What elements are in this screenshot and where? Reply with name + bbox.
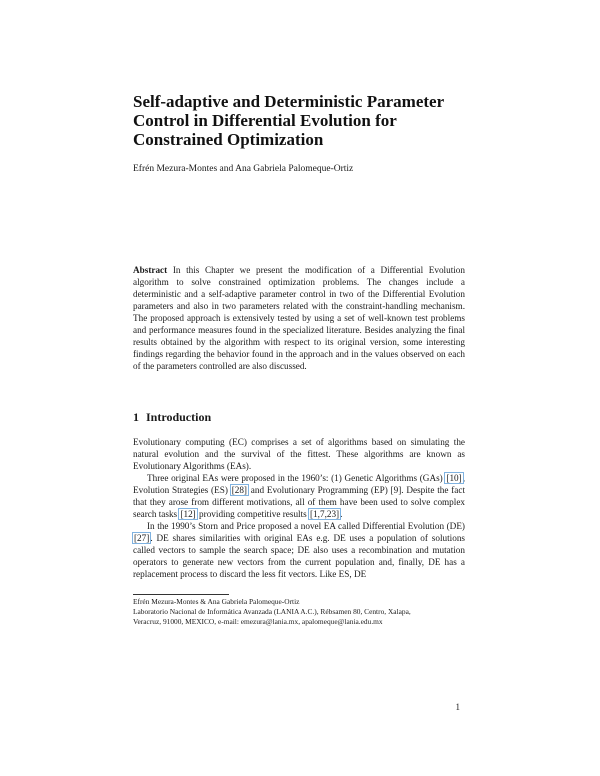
footnote-divider: [133, 594, 229, 595]
section-number: 1: [133, 410, 139, 424]
citation-link-1-7-23[interactable]: [1,7,23]: [310, 509, 340, 519]
citation-link-28[interactable]: [28]: [231, 485, 247, 495]
section-title: Introduction: [146, 410, 212, 424]
paragraph-2-text-2: , Evolution Strategies (ES): [133, 473, 465, 495]
section-heading: [133, 410, 211, 424]
abstract: [133, 264, 465, 372]
paragraph-3: [133, 520, 465, 580]
paragraph-2-text-3: and Evolutionary Programming (EP) [9]. Despite the fact that they arose from different motivations, all of them have been used to solve complex search tasks: [133, 485, 465, 519]
citation-link-27[interactable]: [27]: [134, 533, 150, 543]
paragraph-2-text-4: providing competitive results: [196, 509, 310, 519]
paragraph-1: Evolutionary computing (EC) comprises a set of algorithms based on simulating the natural evolution and the survival of the fittest. These algorithms are known as Evolutionary Algorithms (EAs).: [133, 437, 465, 471]
footnote-affiliation: Laboratorio Nacional de Informática Avanzada (LANIA A.C.), Rébsamen 80, Centro, Xalapa,: [133, 607, 411, 616]
paragraph-2-text-5: .: [340, 509, 343, 519]
paragraph-2: [133, 472, 465, 520]
paragraph-3-text-1: In the 1990’s Storn and Price proposed a novel EA called Differential Evolution (DE): [147, 521, 465, 531]
citation-link-10[interactable]: [10]: [446, 473, 462, 483]
paragraph-2-text-1: Three original EAs were proposed in the 1960’s: (1) Genetic Algorithms (GAs): [147, 473, 446, 483]
introduction-body: [133, 436, 465, 580]
page-number: 1: [455, 702, 460, 712]
footnote-authors: Efrén Mezura-Montes & Ana Gabriela Palomeque-Ortiz: [133, 597, 300, 606]
footnote-address: Veracruz, 91000, MEXICO, e-mail: emezura@lania.mx, apalomeque@lania.edu.mx: [133, 617, 383, 626]
title-line-2: Control in Differential Evolution for: [133, 111, 397, 130]
abstract-text: In this Chapter we present the modification of a Differential Evolution algorithm to solve constrained optimization problems. The changes include a deterministic and a self-adaptive parameter control in two of the Differential Evolution parameters and also in two parameters related with the constraint-handling mechanism. The proposed approach is extensively tested by using a set of well-known test problems and performance measures found in the specialized literature. Besides analyzing the final results obtained by the algorithm with respect to its original version, some interesting findings regarding the behavior found in the approach and in the values observed on each of the parameters controlled are also discussed.: [133, 265, 465, 371]
footnote: [133, 597, 465, 627]
paragraph-3-text-2: . DE shares similarities with original EAs e.g. DE uses a population of solutions called vectors to sample the search space; DE also uses a recombination and mutation operators to generate new vectors from the current population and, finally, DE has a replacement process to discard the less fit vectors. Like ES, DE: [133, 533, 465, 579]
title-line-1: Self-adaptive and Deterministic Parameter: [133, 92, 445, 111]
abstract-label: Abstract: [133, 265, 168, 275]
citation-link-12[interactable]: [12]: [180, 509, 196, 519]
title-line-3: Constrained Optimization: [133, 130, 324, 149]
paper-title: [133, 92, 473, 149]
author-list: Efrén Mezura-Montes and Ana Gabriela Palomeque-Ortiz: [133, 164, 354, 174]
